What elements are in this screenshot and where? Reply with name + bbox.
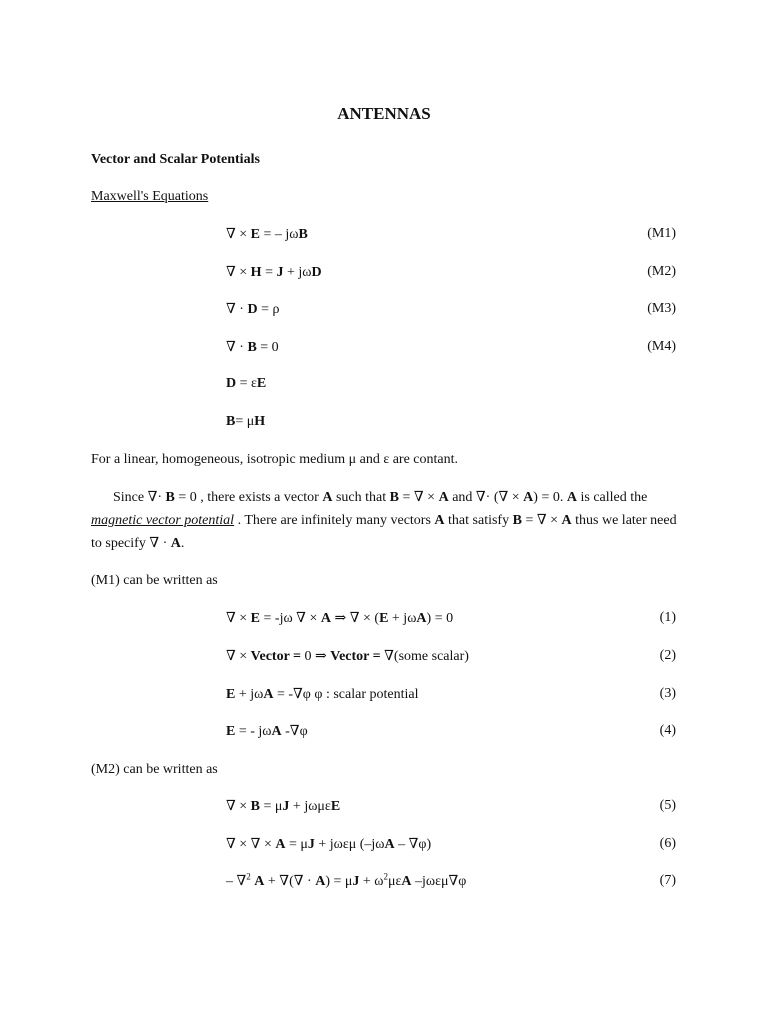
magnetic-vector-potential-term: magnetic vector potential bbox=[91, 513, 235, 528]
equation-label-1: (1) bbox=[659, 610, 676, 625]
medium-note: For a linear, homogeneous, isotropic medium μ and ε are contant. bbox=[91, 452, 459, 467]
equation-label-5: (5) bbox=[659, 798, 676, 813]
equation-label-m4: (M4) bbox=[647, 339, 676, 354]
vector-potential-paragraph: Since ∇· B = 0 , there exists a vector A such that B = ∇ × A and ∇· (∇ × A) = 0. A is called the magnetic vector potential . There are infinitely many vectors A that satisfy B = ∇ × A thus we later need to specify ∇ · A. bbox=[91, 490, 677, 551]
equation-label-m2: (M2) bbox=[647, 264, 676, 279]
subsection-title: Maxwell's Equations bbox=[91, 189, 209, 204]
equation-label-6: (6) bbox=[659, 836, 676, 851]
section-title: Vector and Scalar Potentials bbox=[91, 152, 260, 167]
equation-3: E + jωA = -∇φ φ : scalar potential bbox=[226, 687, 419, 702]
equation-m3: ∇ · D = ρ bbox=[226, 302, 280, 317]
equation-label-4: (4) bbox=[659, 723, 676, 738]
equation-label-m3: (M3) bbox=[647, 301, 676, 316]
equation-6: ∇ × ∇ × A = μJ + jωεμ (–jωA – ∇φ) bbox=[226, 837, 432, 852]
equation-label-2: (2) bbox=[659, 648, 676, 663]
equation-label-3: (3) bbox=[659, 686, 676, 701]
document-title: ANTENNAS bbox=[337, 104, 431, 123]
equation-1: ∇ × E = -jω ∇ × A ⇒ ∇ × (E + jωA) = 0 bbox=[226, 611, 454, 626]
equation-4: E = - jωA -∇φ bbox=[226, 724, 308, 739]
m1-intro: (M1) can be written as bbox=[91, 573, 218, 588]
equation-2: ∇ × Vector = 0 ⇒ Vector = ∇(some scalar) bbox=[226, 649, 469, 664]
equation-label-m1: (M1) bbox=[647, 226, 676, 241]
equation-m2: ∇ × H = J + jωD bbox=[226, 265, 322, 280]
constitutive-relation-b: B= μH bbox=[226, 414, 266, 429]
equation-m4: ∇ · B = 0 bbox=[226, 340, 279, 355]
constitutive-relation-d: D = εE bbox=[226, 376, 267, 391]
equation-m1: ∇ × E = – jωB bbox=[226, 227, 308, 242]
m2-intro: (M2) can be written as bbox=[91, 762, 218, 777]
equation-label-7: (7) bbox=[659, 873, 676, 888]
equation-5: ∇ × B = μJ + jωμεE bbox=[226, 799, 341, 814]
equation-7: – ∇$^2$ A + ∇(∇ · $A) = \mu J + \omega^2\mu\varepsilon A$ –jωεμ∇φ bbox=[226, 871, 467, 889]
